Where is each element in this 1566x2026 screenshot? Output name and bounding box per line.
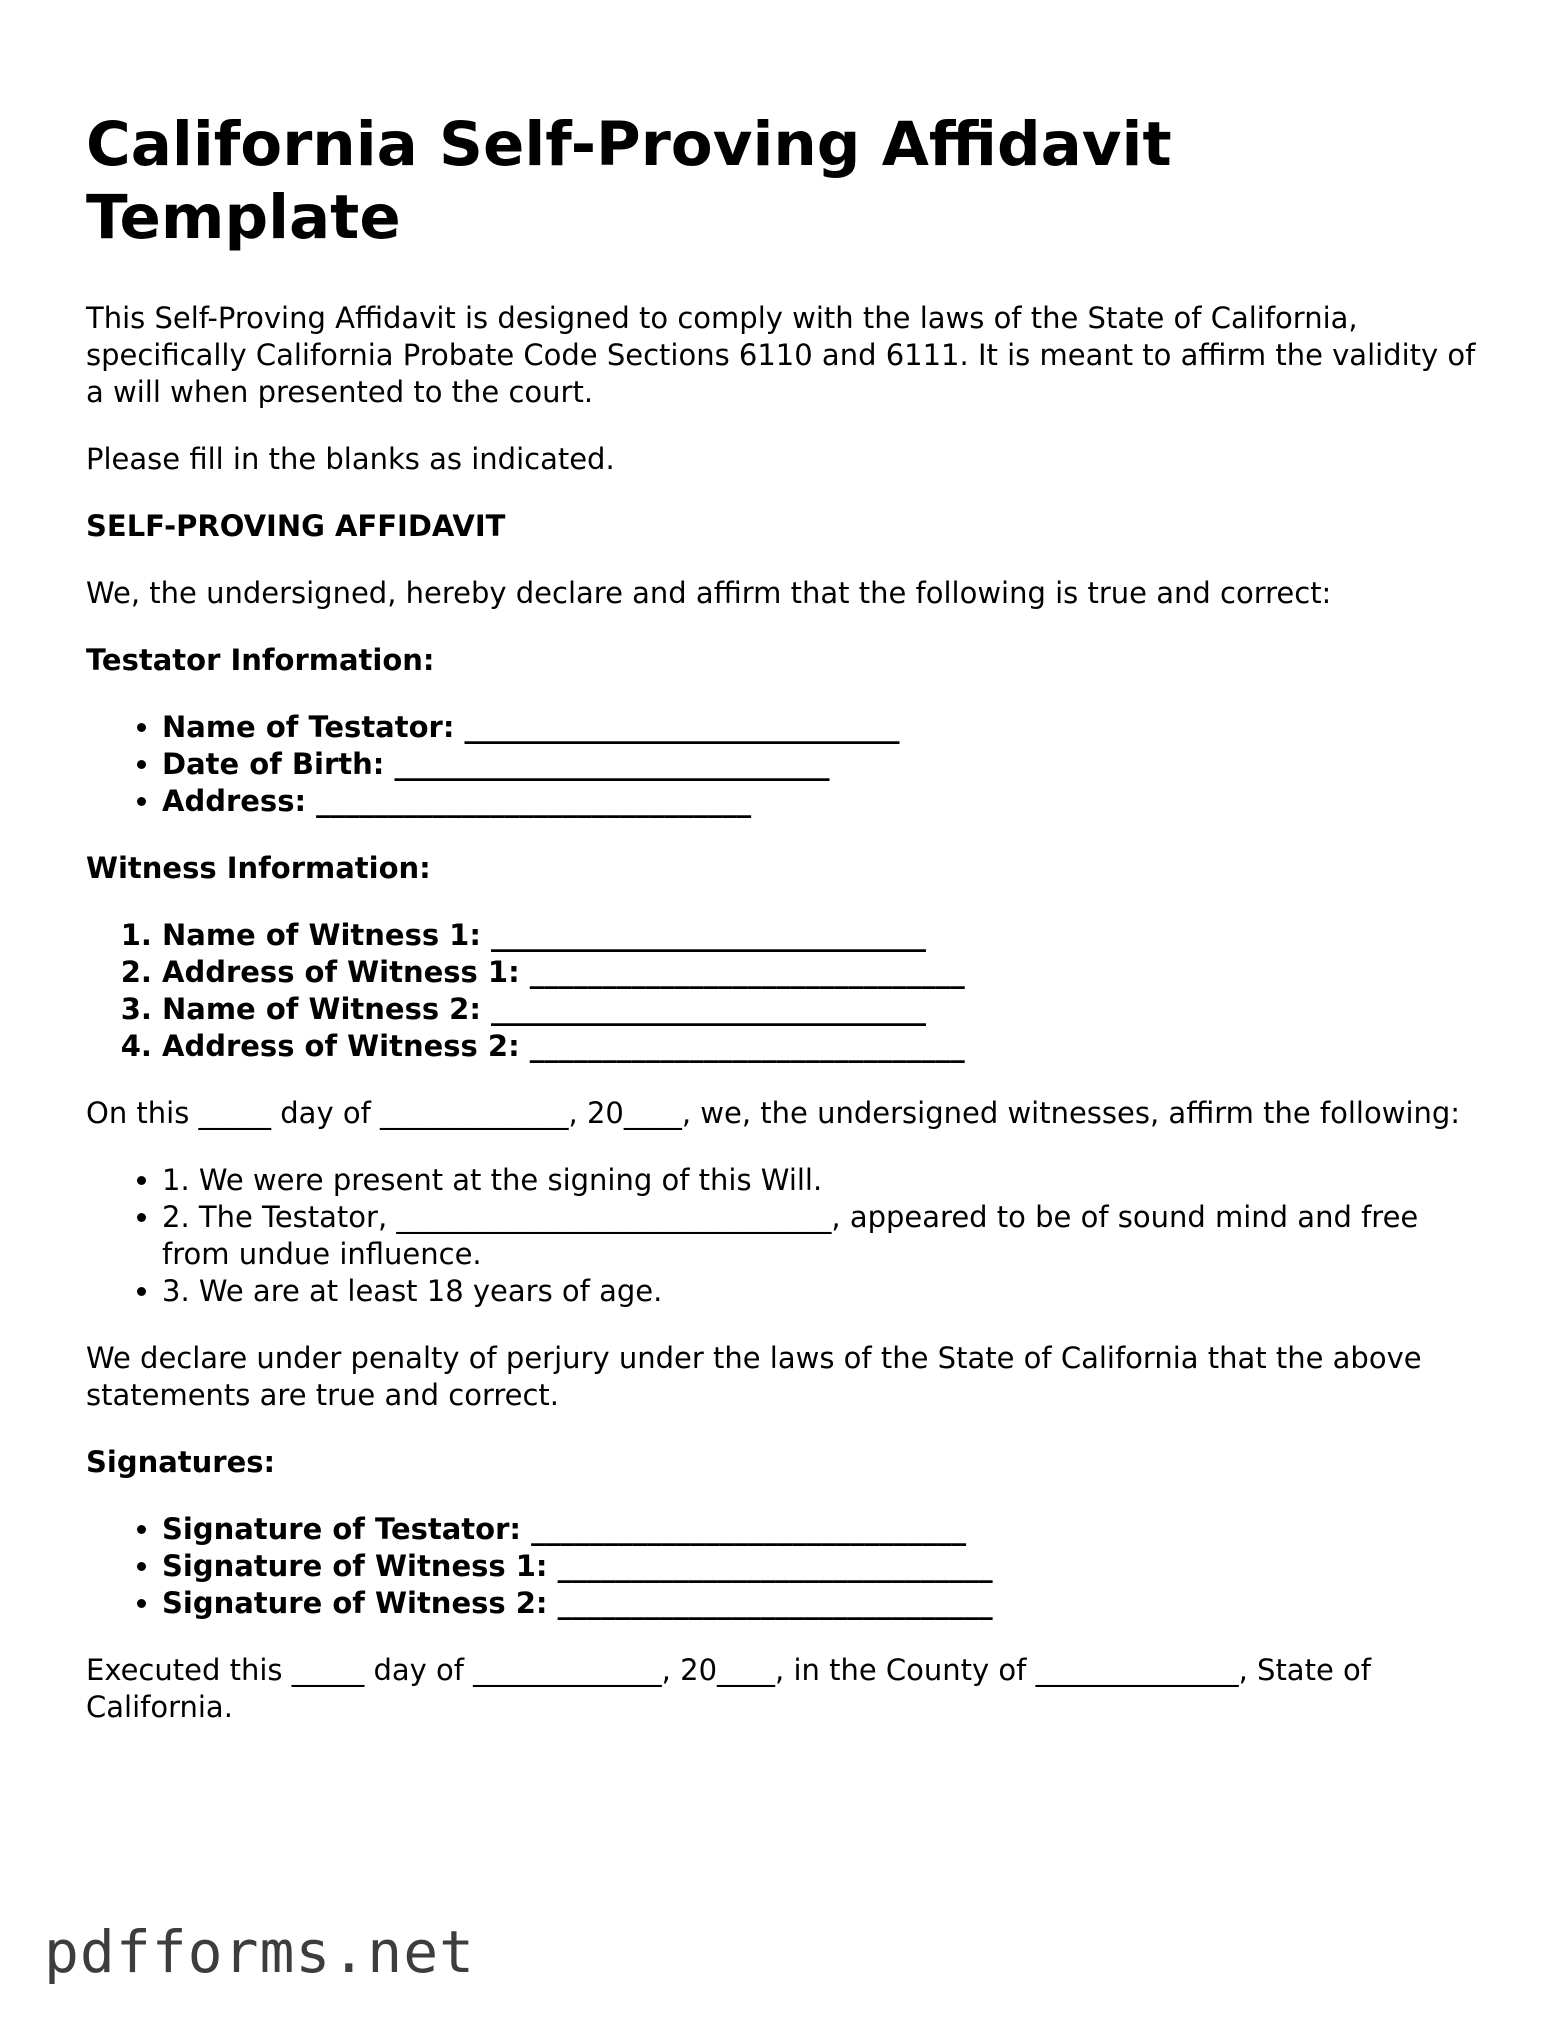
instruction-paragraph: Please fill in the blanks as indicated.	[86, 442, 615, 476]
witness-2-address-field[interactable]: 4. Address of Witness 2: ______________________________	[162, 1028, 1486, 1065]
signatures-heading: Signatures:	[86, 1445, 276, 1479]
intro-paragraph: This Self-Proving Affidavit is designed to comply with the laws of the State of California, specifically California Probate Code Sections 6110 and 6111. It is meant to affirm the validity of a will when presented to the court.	[86, 301, 1476, 409]
affirmation-intro[interactable]: On this _____ day of _____________, 20____, we, the undersigned witnesses, affirm the following:	[86, 1096, 1461, 1130]
penalty-paragraph: We declare under penalty of perjury under the laws of the State of California that the above statements are true and correct.	[86, 1341, 1422, 1412]
witness-list	[86, 917, 1486, 1065]
section-heading: SELF-PROVING AFFIDAVIT	[86, 509, 506, 543]
testator-address-field[interactable]: • Address: ______________________________	[162, 783, 1486, 820]
witness-2-name-field[interactable]: 3. Name of Witness 2: ______________________________	[162, 991, 1486, 1028]
witness-1-address-field[interactable]: 2. Address of Witness 1: ______________________________	[162, 954, 1486, 991]
witness-1-signature-field[interactable]: • Signature of Witness 1: ______________________________	[162, 1548, 1486, 1585]
affirmation-list	[86, 1162, 1486, 1310]
execution-paragraph[interactable]: Executed this _____ day of _____________, 20____, in the County of ______________, State of California.	[86, 1653, 1371, 1724]
witness-2-signature-field[interactable]: • Signature of Witness 2: ______________________________	[162, 1585, 1486, 1622]
document-page	[86, 108, 1486, 1756]
signatures-list	[86, 1511, 1486, 1622]
affirmation-item: • 1. We were present at the signing of this Will.	[162, 1162, 1486, 1199]
testator-heading: Testator Information:	[86, 643, 435, 677]
document-title: California Self-Proving Affidavit Template	[86, 109, 1172, 253]
testator-list	[86, 709, 1486, 820]
affirmation-item[interactable]: • 2. The Testator, ______________________________, appeared to be of sound mind and free from undue influence.	[162, 1199, 1486, 1273]
testator-name-field[interactable]: • Name of Testator: ______________________________	[162, 709, 1486, 746]
declaration-paragraph: We, the undersigned, hereby declare and affirm that the following is true and correct:	[86, 576, 1332, 610]
testator-dob-field[interactable]: • Date of Birth: ______________________________	[162, 746, 1486, 783]
witness-1-name-field[interactable]: 1. Name of Witness 1: ______________________________	[162, 917, 1486, 954]
watermark-logo: pdfforms.net	[44, 1918, 476, 1986]
affirmation-item: • 3. We are at least 18 years of age.	[162, 1273, 1486, 1310]
witness-heading: Witness Information:	[86, 851, 431, 885]
testator-signature-field[interactable]: • Signature of Testator: ______________________________	[162, 1511, 1486, 1548]
